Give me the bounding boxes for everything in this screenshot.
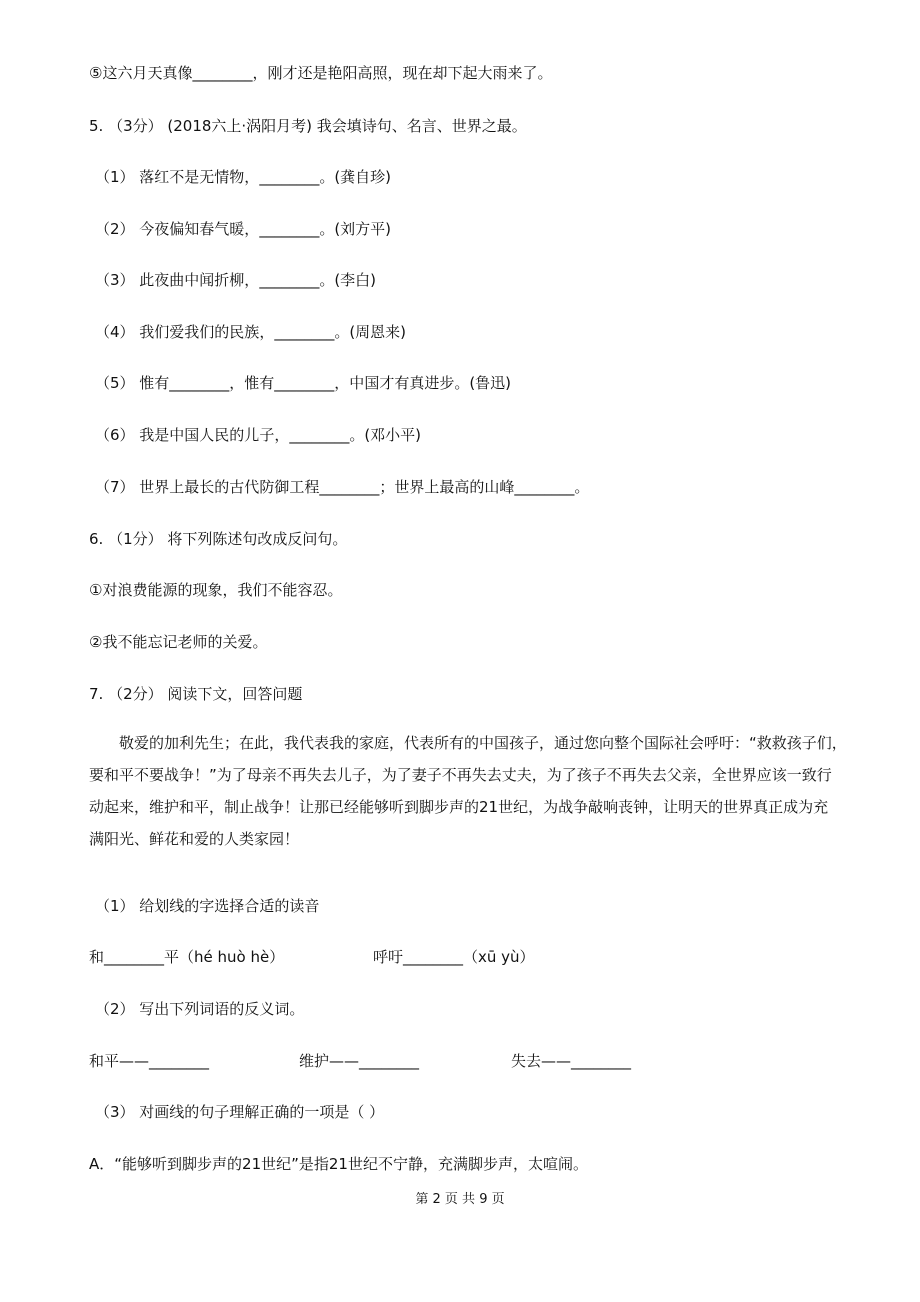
q5-item-5: （5） 惟有________，惟有________，中国才有真进步。(鲁迅) bbox=[95, 374, 512, 392]
q6-item-1: ①对浪费能源的现象，我们不能容忍。 bbox=[89, 581, 343, 599]
q5-item-4: （4） 我们爱我们的民族，________。(周恩来) bbox=[95, 323, 407, 341]
passage-line-3: 动起来，维护和平，制止战争！让那已经能够听到脚步声的21世纪，为战争敲响丧钟，让明天的世界真正成为充 bbox=[89, 798, 829, 816]
q7-sub-2-c: 失去——________ bbox=[511, 1052, 632, 1070]
q5-item-3: （3） 此夜曲中闻折柳，________。(李白) bbox=[95, 271, 377, 289]
q7-heading: 7. （2分） 阅读下文，回答问题 bbox=[89, 685, 303, 703]
passage-line-2: 要和平不要战争！”为了母亲不再失去儿子，为了妻子不再失去丈夫，为了孩子不再失去父亲，全世界应该一致行 bbox=[89, 766, 832, 784]
q7-sub-1-b: 呼吁________（xū yù） bbox=[373, 948, 535, 966]
q7-sub-1-a: 和________平（hé huò hè） bbox=[89, 948, 285, 966]
passage-line-4: 满阳光、鲜花和爱的人类家园！ bbox=[89, 830, 300, 848]
q7-sub-2-a: 和平——________ bbox=[89, 1052, 210, 1070]
q7-sub-3-option-a: A．“能够听到脚步声的21世纪”是指21世纪不宁静，充满脚步声，太喧闹。 bbox=[89, 1155, 588, 1173]
q7-sub-2: （2） 写出下列词语的反义词。 bbox=[95, 1000, 305, 1018]
q5-item-6: （6） 我是中国人民的儿子，________。(邓小平) bbox=[95, 426, 422, 444]
q6-heading: 6. （1分） 将下列陈述句改成反问句。 bbox=[89, 530, 348, 548]
q6-item-2: ②我不能忘记老师的关爱。 bbox=[89, 633, 268, 651]
reading-passage bbox=[89, 727, 869, 855]
q7-sub-2-b: 维护——________ bbox=[299, 1052, 420, 1070]
q7-sub-3: （3） 对画线的句子理解正确的一项是（ ） bbox=[95, 1103, 385, 1121]
q4-item-5: ⑤这六月天真像________，刚才还是艳阳高照，现在却下起大雨来了。 bbox=[89, 64, 553, 82]
q5-item-1: （1） 落红不是无情物，________。(龚自珍) bbox=[95, 168, 392, 186]
q5-item-7: （7） 世界上最长的古代防御工程________；世界上最高的山峰________。 bbox=[95, 478, 590, 496]
q7-sub-1: （1） 给划线的字选择合适的读音 bbox=[95, 897, 320, 915]
q5-item-2: （2） 今夜偏知春气暖，________。(刘方平) bbox=[95, 220, 392, 238]
passage-line-1: 敬爱的加利先生；在此，我代表我的家庭，代表所有的中国孩子，通过您向整个国际社会呼吁：“救救孩子们， bbox=[89, 734, 847, 752]
q5-heading: 5. （3分） (2018六上·涡阳月考) 我会填诗句、名言、世界之最。 bbox=[89, 117, 527, 135]
page-footer: 第 2 页 共 9 页 bbox=[415, 1192, 505, 1207]
